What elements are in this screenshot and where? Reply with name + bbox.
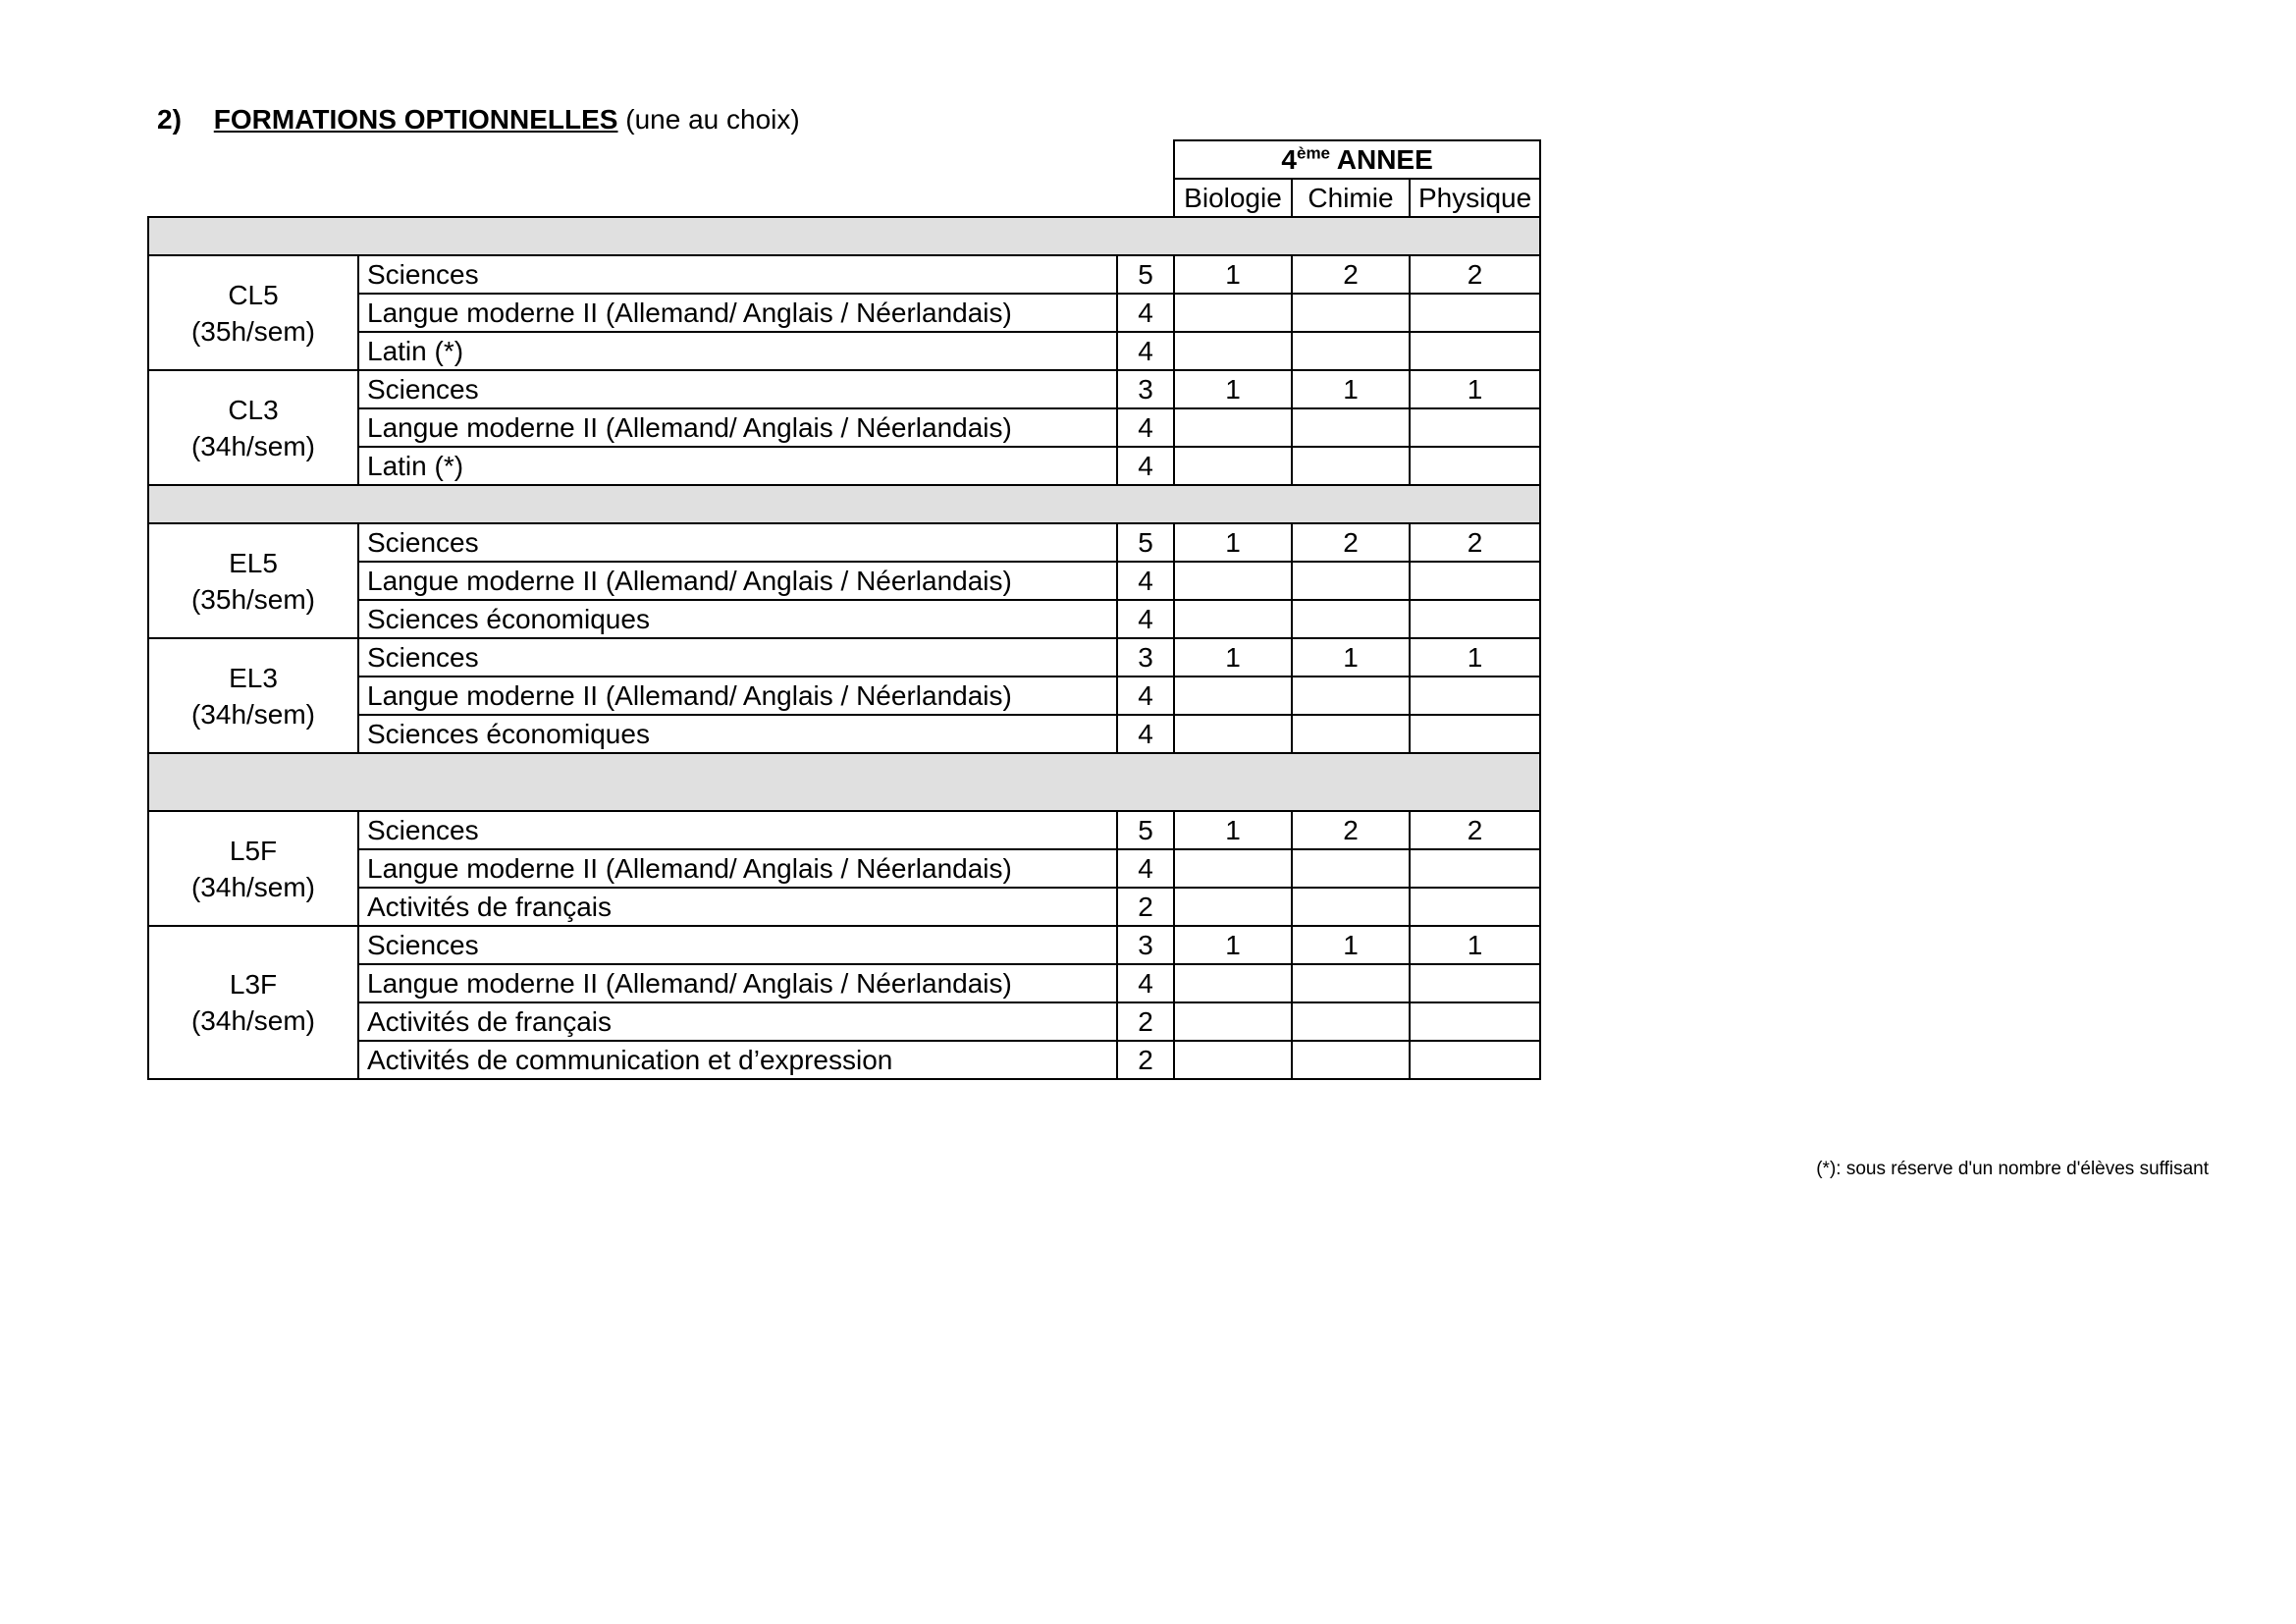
option-header-biologie: Biologie xyxy=(1174,179,1292,217)
group-hours: (35h/sem) xyxy=(190,583,316,615)
chimie-cell xyxy=(1292,447,1410,485)
chimie-cell xyxy=(1292,562,1410,600)
subject-cell: Latin (*) xyxy=(358,447,1117,485)
footnote: (*): sous réserve d'un nombre d'élèves suffisant xyxy=(1816,1159,2209,1179)
option-header-chimie: Chimie xyxy=(1292,179,1410,217)
group-code: EL5 xyxy=(229,547,278,578)
subject-cell: Sciences xyxy=(358,638,1117,677)
periods-cell: 4 xyxy=(1117,332,1174,370)
periods-cell: 2 xyxy=(1117,1041,1174,1079)
year-header xyxy=(1174,140,1540,179)
biologie-cell: 1 xyxy=(1174,523,1292,562)
group-label xyxy=(148,926,358,1079)
physique-cell xyxy=(1410,447,1540,485)
periods-cell: 4 xyxy=(1117,562,1174,600)
subject-cell: Langue moderne II (Allemand/ Anglais / Néerlandais) xyxy=(358,849,1117,888)
section-subtitle: (une au choix) xyxy=(625,104,800,135)
table-row xyxy=(148,926,1540,964)
biologie-cell xyxy=(1174,447,1292,485)
separator-row xyxy=(148,217,1540,255)
separator-band xyxy=(148,485,1540,523)
physique-cell: 2 xyxy=(1410,255,1540,294)
physique-cell xyxy=(1410,1041,1540,1079)
biologie-cell xyxy=(1174,562,1292,600)
option-header-physique: Physique xyxy=(1410,179,1540,217)
physique-cell: 1 xyxy=(1410,638,1540,677)
physique-cell: 2 xyxy=(1410,523,1540,562)
subject-cell: Sciences xyxy=(358,811,1117,849)
periods-cell: 4 xyxy=(1117,677,1174,715)
biologie-cell xyxy=(1174,294,1292,332)
separator-row xyxy=(148,753,1540,811)
chimie-cell xyxy=(1292,408,1410,447)
year-label: ANNEE xyxy=(1336,144,1433,175)
group-hours: (34h/sem) xyxy=(190,430,316,461)
periods-cell: 2 xyxy=(1117,888,1174,926)
biologie-cell: 1 xyxy=(1174,926,1292,964)
periods-cell: 5 xyxy=(1117,255,1174,294)
chimie-cell: 1 xyxy=(1292,638,1410,677)
physique-cell xyxy=(1410,849,1540,888)
biologie-cell xyxy=(1174,888,1292,926)
group-label xyxy=(148,638,358,753)
physique-cell xyxy=(1410,1002,1540,1041)
group-label xyxy=(148,255,358,370)
chimie-cell xyxy=(1292,715,1410,753)
biologie-cell xyxy=(1174,1041,1292,1079)
separator-band xyxy=(148,217,1540,255)
group-hours: (34h/sem) xyxy=(190,698,316,730)
separator-row xyxy=(148,485,1540,523)
periods-cell: 4 xyxy=(1117,408,1174,447)
group-code: CL5 xyxy=(228,279,279,310)
subject-cell: Langue moderne II (Allemand/ Anglais / Néerlandais) xyxy=(358,964,1117,1002)
biologie-cell xyxy=(1174,600,1292,638)
year-superscript: ème xyxy=(1296,143,1331,163)
subject-cell: Sciences xyxy=(358,523,1117,562)
physique-cell xyxy=(1410,888,1540,926)
subject-cell: Activités de communication et d’expression xyxy=(358,1041,1117,1079)
biologie-cell: 1 xyxy=(1174,370,1292,408)
subject-cell: Activités de français xyxy=(358,888,1117,926)
biologie-cell xyxy=(1174,332,1292,370)
group-label xyxy=(148,370,358,485)
physique-cell xyxy=(1410,677,1540,715)
section-heading xyxy=(157,98,800,141)
group-hours: (35h/sem) xyxy=(190,315,316,347)
table-row xyxy=(148,638,1540,677)
periods-cell: 3 xyxy=(1117,370,1174,408)
year-number: 4 xyxy=(1281,144,1297,175)
physique-cell xyxy=(1410,408,1540,447)
subject-cell: Activités de français xyxy=(358,1002,1117,1041)
chimie-cell xyxy=(1292,964,1410,1002)
table-row xyxy=(148,255,1540,294)
group-label xyxy=(148,811,358,926)
chimie-cell xyxy=(1292,677,1410,715)
physique-cell xyxy=(1410,964,1540,1002)
periods-cell: 4 xyxy=(1117,964,1174,1002)
chimie-cell xyxy=(1292,1002,1410,1041)
biologie-cell xyxy=(1174,715,1292,753)
subject-cell: Langue moderne II (Allemand/ Anglais / Néerlandais) xyxy=(358,294,1117,332)
group-hours: (34h/sem) xyxy=(190,1005,316,1036)
subject-cell: Sciences xyxy=(358,370,1117,408)
chimie-cell xyxy=(1292,888,1410,926)
periods-cell: 5 xyxy=(1117,523,1174,562)
group-code: EL3 xyxy=(229,662,278,693)
subject-cell: Langue moderne II (Allemand/ Anglais / Néerlandais) xyxy=(358,408,1117,447)
physique-cell xyxy=(1410,715,1540,753)
biologie-cell: 1 xyxy=(1174,255,1292,294)
physique-cell xyxy=(1410,332,1540,370)
subject-cell: Sciences xyxy=(358,926,1117,964)
optional-courses-table xyxy=(147,139,1541,1080)
biologie-cell xyxy=(1174,408,1292,447)
periods-cell: 2 xyxy=(1117,1002,1174,1041)
subject-cell: Sciences économiques xyxy=(358,715,1117,753)
periods-cell: 4 xyxy=(1117,849,1174,888)
subject-cell: Sciences économiques xyxy=(358,600,1117,638)
periods-cell: 3 xyxy=(1117,926,1174,964)
chimie-cell: 1 xyxy=(1292,926,1410,964)
option-header-row xyxy=(148,179,1540,217)
separator-band xyxy=(148,753,1540,811)
table-row xyxy=(148,523,1540,562)
header-spacer xyxy=(148,140,1174,179)
periods-cell: 4 xyxy=(1117,715,1174,753)
chimie-cell xyxy=(1292,600,1410,638)
group-hours: (34h/sem) xyxy=(190,871,316,902)
physique-cell: 1 xyxy=(1410,926,1540,964)
periods-cell: 4 xyxy=(1117,294,1174,332)
subject-cell: Langue moderne II (Allemand/ Anglais / Néerlandais) xyxy=(358,677,1117,715)
physique-cell: 2 xyxy=(1410,811,1540,849)
chimie-cell: 2 xyxy=(1292,811,1410,849)
subject-cell: Langue moderne II (Allemand/ Anglais / Néerlandais) xyxy=(358,562,1117,600)
biologie-cell: 1 xyxy=(1174,811,1292,849)
biologie-cell xyxy=(1174,677,1292,715)
group-code: L3F xyxy=(229,969,278,1000)
physique-cell: 1 xyxy=(1410,370,1540,408)
biologie-cell xyxy=(1174,1002,1292,1041)
periods-cell: 4 xyxy=(1117,600,1174,638)
chimie-cell: 1 xyxy=(1292,370,1410,408)
periods-cell: 5 xyxy=(1117,811,1174,849)
chimie-cell xyxy=(1292,294,1410,332)
group-code: L5F xyxy=(229,835,278,866)
biologie-cell xyxy=(1174,849,1292,888)
physique-cell xyxy=(1410,294,1540,332)
header-spacer xyxy=(148,179,1174,217)
subject-cell: Latin (*) xyxy=(358,332,1117,370)
subject-cell: Sciences xyxy=(358,255,1117,294)
chimie-cell xyxy=(1292,332,1410,370)
section-title: FORMATIONS OPTIONNELLES xyxy=(213,104,618,135)
group-label xyxy=(148,523,358,638)
biologie-cell: 1 xyxy=(1174,638,1292,677)
chimie-cell xyxy=(1292,1041,1410,1079)
table-row xyxy=(148,370,1540,408)
biologie-cell xyxy=(1174,964,1292,1002)
table-row xyxy=(148,811,1540,849)
chimie-cell: 2 xyxy=(1292,523,1410,562)
year-header-row xyxy=(148,140,1540,179)
chimie-cell: 2 xyxy=(1292,255,1410,294)
physique-cell xyxy=(1410,562,1540,600)
physique-cell xyxy=(1410,600,1540,638)
chimie-cell xyxy=(1292,849,1410,888)
periods-cell: 3 xyxy=(1117,638,1174,677)
group-code: CL3 xyxy=(228,394,279,425)
section-number: 2) xyxy=(157,104,182,135)
periods-cell: 4 xyxy=(1117,447,1174,485)
